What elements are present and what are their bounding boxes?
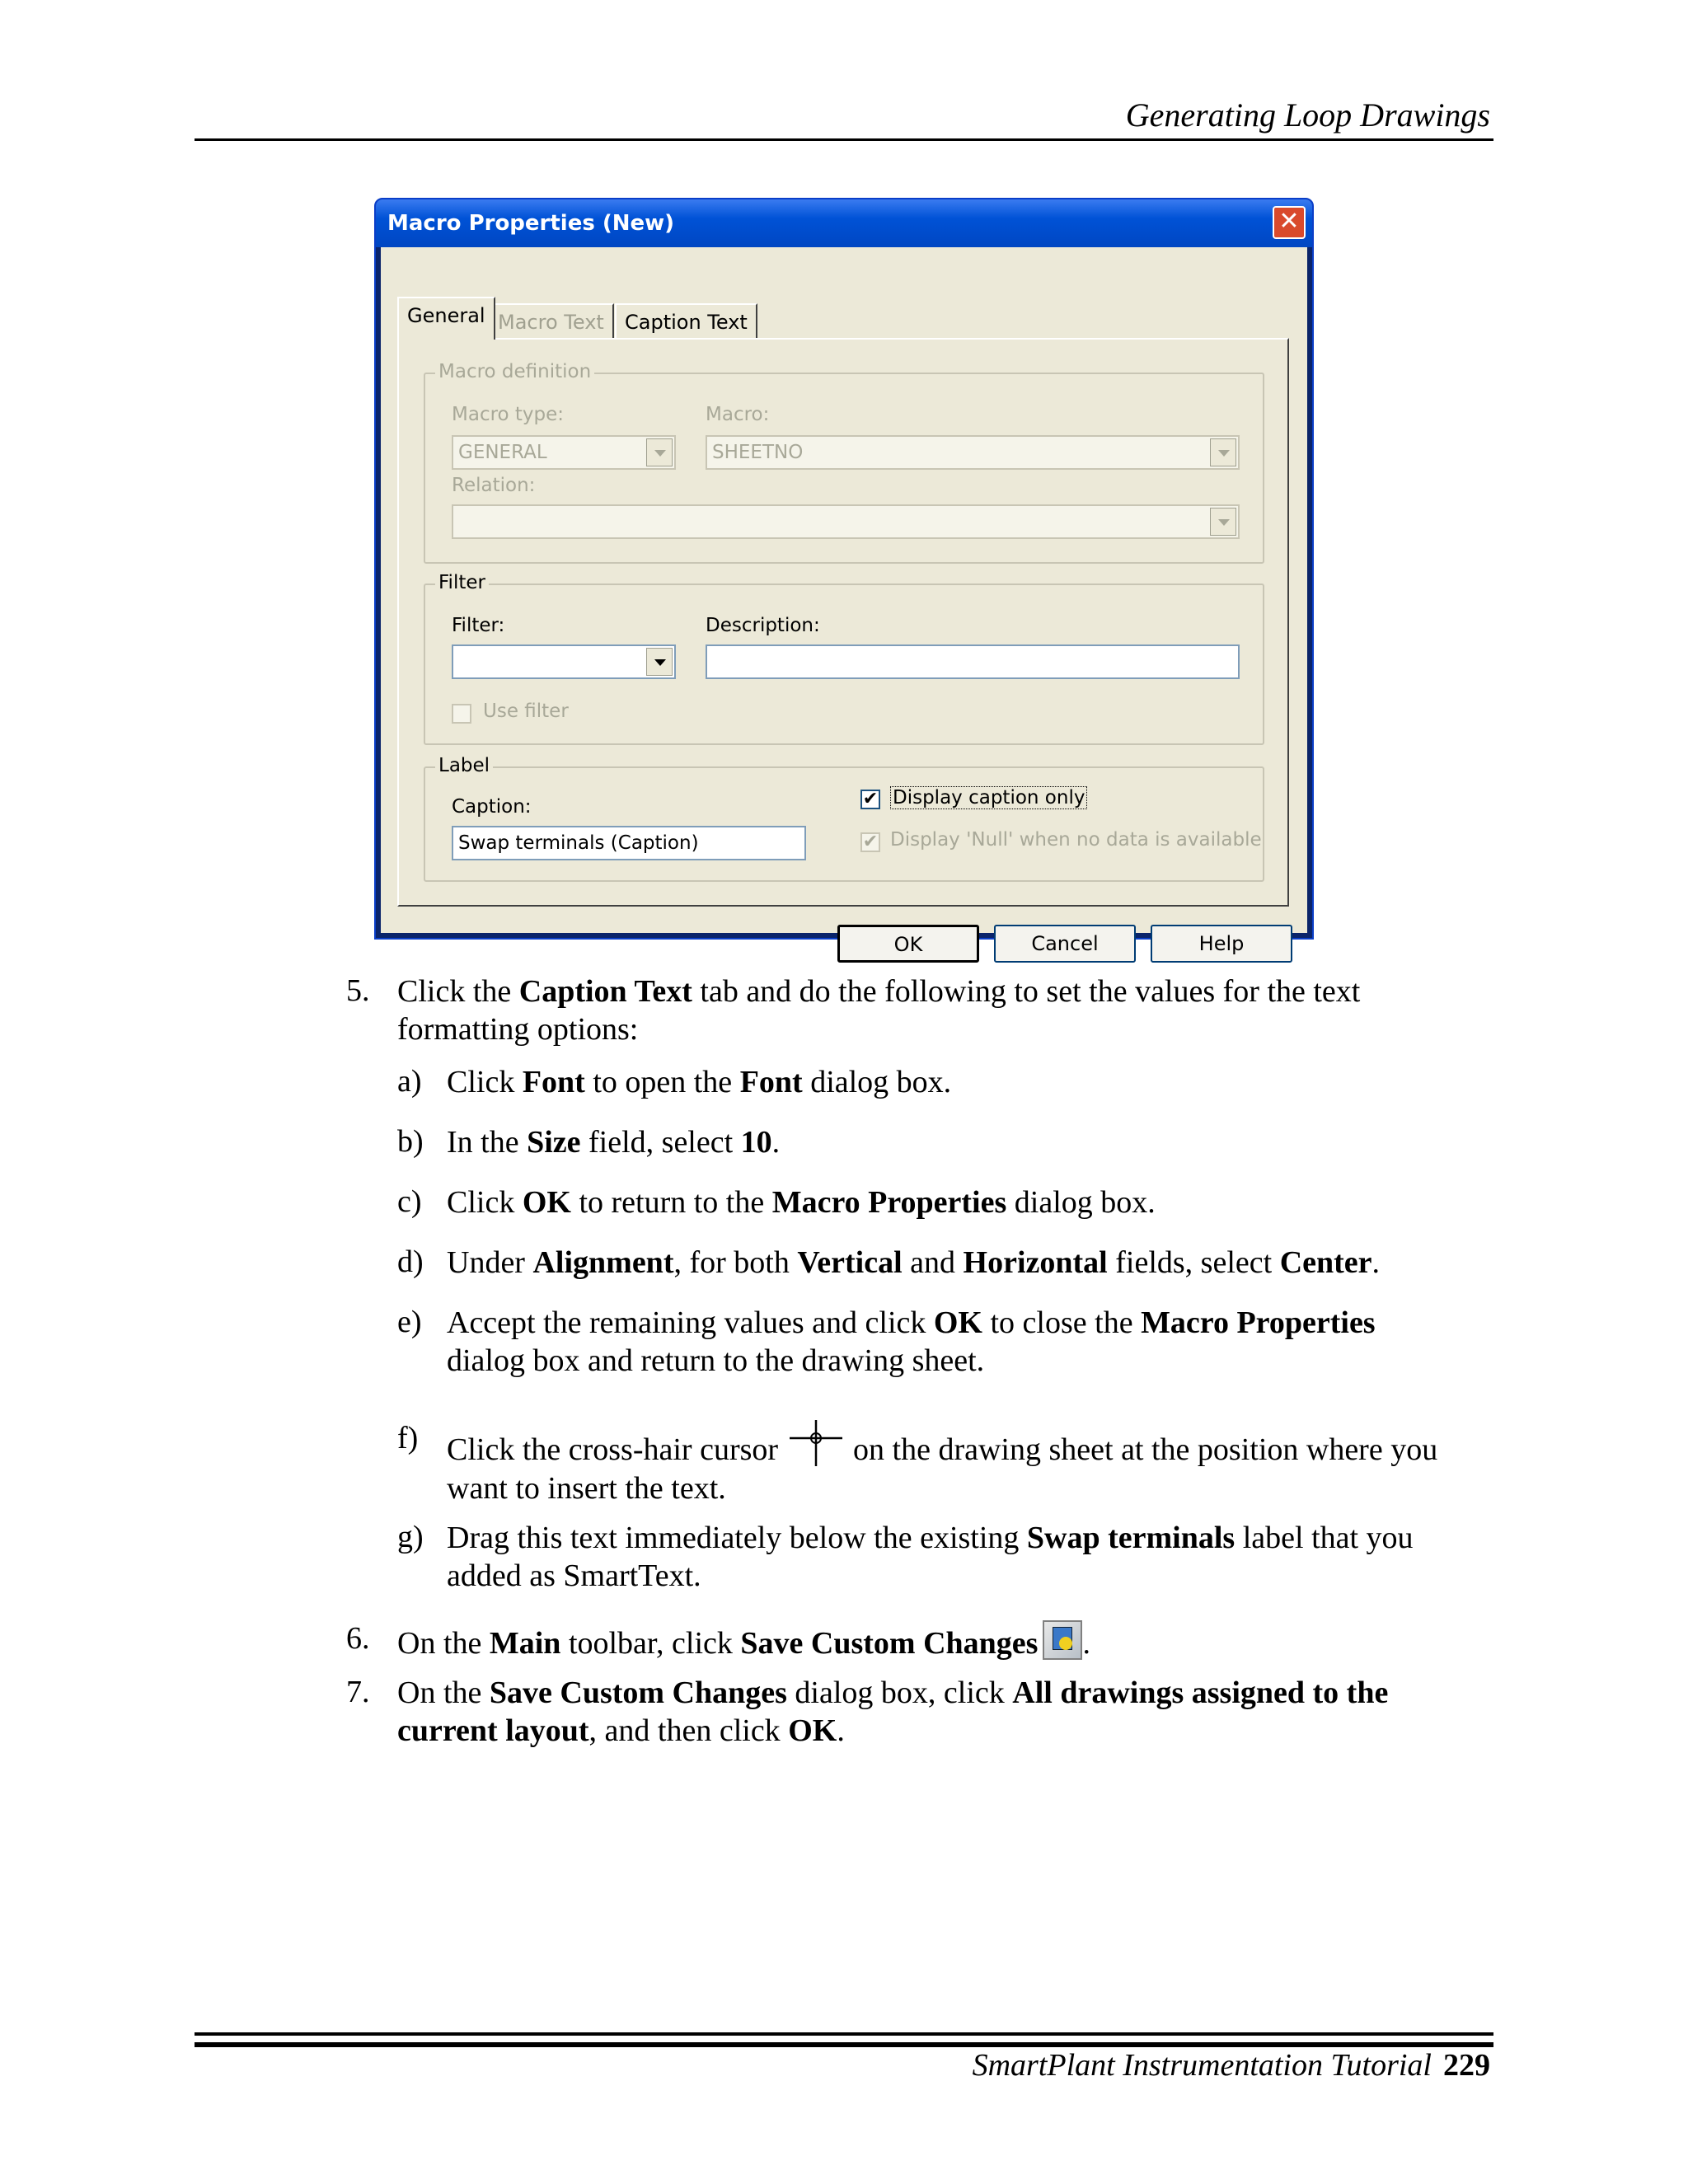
page-header — [195, 92, 1493, 141]
chevron-down-icon[interactable] — [646, 648, 673, 676]
text-bold: Macro Properties — [1141, 1305, 1376, 1340]
text-bold: Vertical — [797, 1245, 903, 1280]
step-letter: g) — [397, 1520, 424, 1554]
text-run: On the — [397, 1675, 490, 1710]
text-bold: Swap terminals — [1026, 1521, 1236, 1555]
text-run: Click the — [397, 974, 519, 1009]
text-run: , for both — [673, 1245, 798, 1280]
page-footer — [973, 2047, 1490, 2083]
step-letter: b) — [397, 1124, 424, 1159]
step-number: 7. — [346, 1675, 370, 1709]
help-button[interactable]: Help — [1151, 925, 1292, 963]
step-e-text — [447, 1304, 1510, 1380]
ok-button[interactable]: OK — [837, 925, 979, 963]
page-number: 229 — [1443, 2048, 1490, 2083]
text-run: Drag this text immediately below the existing — [447, 1521, 1027, 1555]
filter-label: Filter: — [452, 615, 505, 636]
text-bold: Macro Properties — [771, 1185, 1007, 1220]
display-null-label: Display 'Null' when no data is available — [890, 829, 1262, 851]
text-run: Click the cross-hair cursor — [447, 1432, 786, 1467]
text-bold: Horizontal — [963, 1245, 1108, 1280]
text-run: In the — [447, 1125, 528, 1160]
step-6-text — [397, 1620, 1090, 1662]
step-a-text — [447, 1063, 951, 1101]
text-run: added as SmartText. — [447, 1558, 701, 1593]
relation-select[interactable] — [452, 504, 1240, 539]
text-bold: Alignment — [532, 1245, 674, 1280]
text-run: and — [902, 1245, 964, 1280]
step-5-text — [397, 972, 1502, 1048]
text-bold: current layout — [397, 1713, 589, 1748]
text-run: Click — [447, 1185, 523, 1220]
tab-caption-text[interactable]: Caption Text — [615, 303, 757, 338]
step-letter: d) — [397, 1244, 424, 1279]
text-bold: All drawings assigned to the — [1012, 1675, 1389, 1710]
dialog-client — [381, 247, 1307, 956]
filter-select[interactable] — [452, 644, 676, 679]
text-run: . — [1082, 1626, 1090, 1661]
text-run: Accept the remaining values and click — [447, 1305, 934, 1340]
save-custom-changes-icon — [1043, 1620, 1082, 1660]
step-b-text — [447, 1123, 780, 1161]
macro-type-label: Macro type: — [452, 404, 565, 425]
chevron-down-icon[interactable] — [1210, 508, 1236, 536]
step-number: 5. — [346, 973, 370, 1008]
text-run: label that you — [1235, 1521, 1414, 1555]
text-bold: 10 — [740, 1125, 772, 1160]
text-run: want to insert the text. — [447, 1471, 726, 1506]
text-run: dialog box. — [802, 1065, 952, 1099]
text-run: Under — [447, 1245, 533, 1280]
text-run: field, select — [580, 1125, 741, 1160]
text-run: fields, select — [1107, 1245, 1280, 1280]
step-letter: a) — [397, 1064, 422, 1099]
text-run: to open the — [584, 1065, 740, 1099]
tab-macro-text[interactable]: Macro Text — [488, 303, 614, 338]
dialog-title: Macro Properties (New) — [387, 211, 675, 236]
text-bold: Font — [522, 1065, 585, 1099]
text-bold: Save Custom Changes — [489, 1675, 787, 1710]
filter-group — [424, 572, 1264, 745]
label-group — [424, 755, 1264, 882]
crosshair-cursor-icon — [786, 1420, 846, 1469]
text-bold: Size — [527, 1125, 581, 1160]
step-f-text — [447, 1420, 1518, 1507]
text-run: dialog box. — [1006, 1185, 1156, 1220]
step-d-text — [447, 1244, 1510, 1282]
step-c-text — [447, 1183, 1156, 1221]
text-bold: OK — [933, 1305, 982, 1340]
macro-value: SHEETNO — [712, 442, 804, 463]
display-caption-only-label: Display caption only — [890, 786, 1087, 809]
text-run: . — [837, 1713, 845, 1748]
text-bold: Caption Text — [518, 974, 692, 1009]
macro-definition-title: Macro definition — [435, 361, 594, 382]
use-filter-checkbox[interactable] — [452, 704, 471, 724]
page-header-title: Generating Loop Drawings — [1125, 96, 1490, 134]
dialog-titlebar[interactable] — [376, 199, 1312, 247]
step-letter: e) — [397, 1305, 422, 1339]
text-bold: OK — [522, 1185, 571, 1220]
text-run: . — [1372, 1245, 1381, 1280]
caption-input[interactable]: Swap terminals (Caption) — [452, 826, 806, 860]
cancel-button[interactable]: Cancel — [994, 925, 1136, 963]
text-run: , and then click — [588, 1713, 789, 1748]
text-run: tab and do the following to set the values for the text — [692, 974, 1361, 1009]
text-bold: Font — [739, 1065, 803, 1099]
use-filter-label: Use filter — [483, 701, 569, 722]
label-group-title: Label — [435, 755, 493, 776]
text-run: on the drawing sheet at the position where you — [845, 1432, 1438, 1467]
chevron-down-icon[interactable] — [1210, 438, 1236, 466]
step-letter: c) — [397, 1184, 422, 1219]
text-run: dialog box and return to the drawing sheet. — [447, 1343, 985, 1378]
caption-label: Caption: — [452, 796, 532, 818]
macro-definition-group — [424, 361, 1264, 564]
step-number: 6. — [346, 1621, 370, 1656]
tab-panel — [397, 338, 1289, 907]
macro-type-value: GENERAL — [458, 442, 547, 463]
description-label: Description: — [706, 615, 820, 636]
text-run: Click — [447, 1065, 523, 1099]
description-input[interactable] — [706, 644, 1240, 679]
footer-title: SmartPlant Instrumentation Tutorial — [972, 2048, 1432, 2083]
footer-rule — [195, 2032, 1493, 2047]
text-bold: Main — [489, 1626, 561, 1661]
text-run: . — [771, 1125, 781, 1160]
step-g-text — [447, 1519, 1518, 1595]
macro-label: Macro: — [706, 404, 770, 425]
text-run: formatting options: — [397, 1012, 639, 1047]
close-icon[interactable]: ✕ — [1273, 206, 1306, 239]
chevron-down-icon[interactable] — [646, 438, 673, 466]
macro-properties-dialog — [374, 198, 1314, 956]
text-run: to close the — [982, 1305, 1142, 1340]
macro-type-select[interactable] — [452, 435, 676, 470]
text-run: On the — [397, 1626, 490, 1661]
macro-select[interactable] — [706, 435, 1240, 470]
text-bold: OK — [788, 1713, 837, 1748]
step-7-text — [397, 1674, 1502, 1750]
text-run: to return to the — [570, 1185, 772, 1220]
text-run: toolbar, click — [560, 1626, 741, 1661]
text-bold: Save Custom Changes — [740, 1626, 1039, 1661]
text-run: dialog box, click — [786, 1675, 1013, 1710]
relation-label: Relation: — [452, 475, 536, 496]
step-letter: f) — [397, 1421, 419, 1455]
tab-general[interactable]: General — [397, 297, 495, 340]
filter-group-title: Filter — [435, 572, 489, 593]
display-caption-only-checkbox[interactable]: ✔ — [860, 790, 880, 809]
display-null-checkbox[interactable]: ✔ — [860, 832, 880, 852]
text-bold: Center — [1279, 1245, 1372, 1280]
